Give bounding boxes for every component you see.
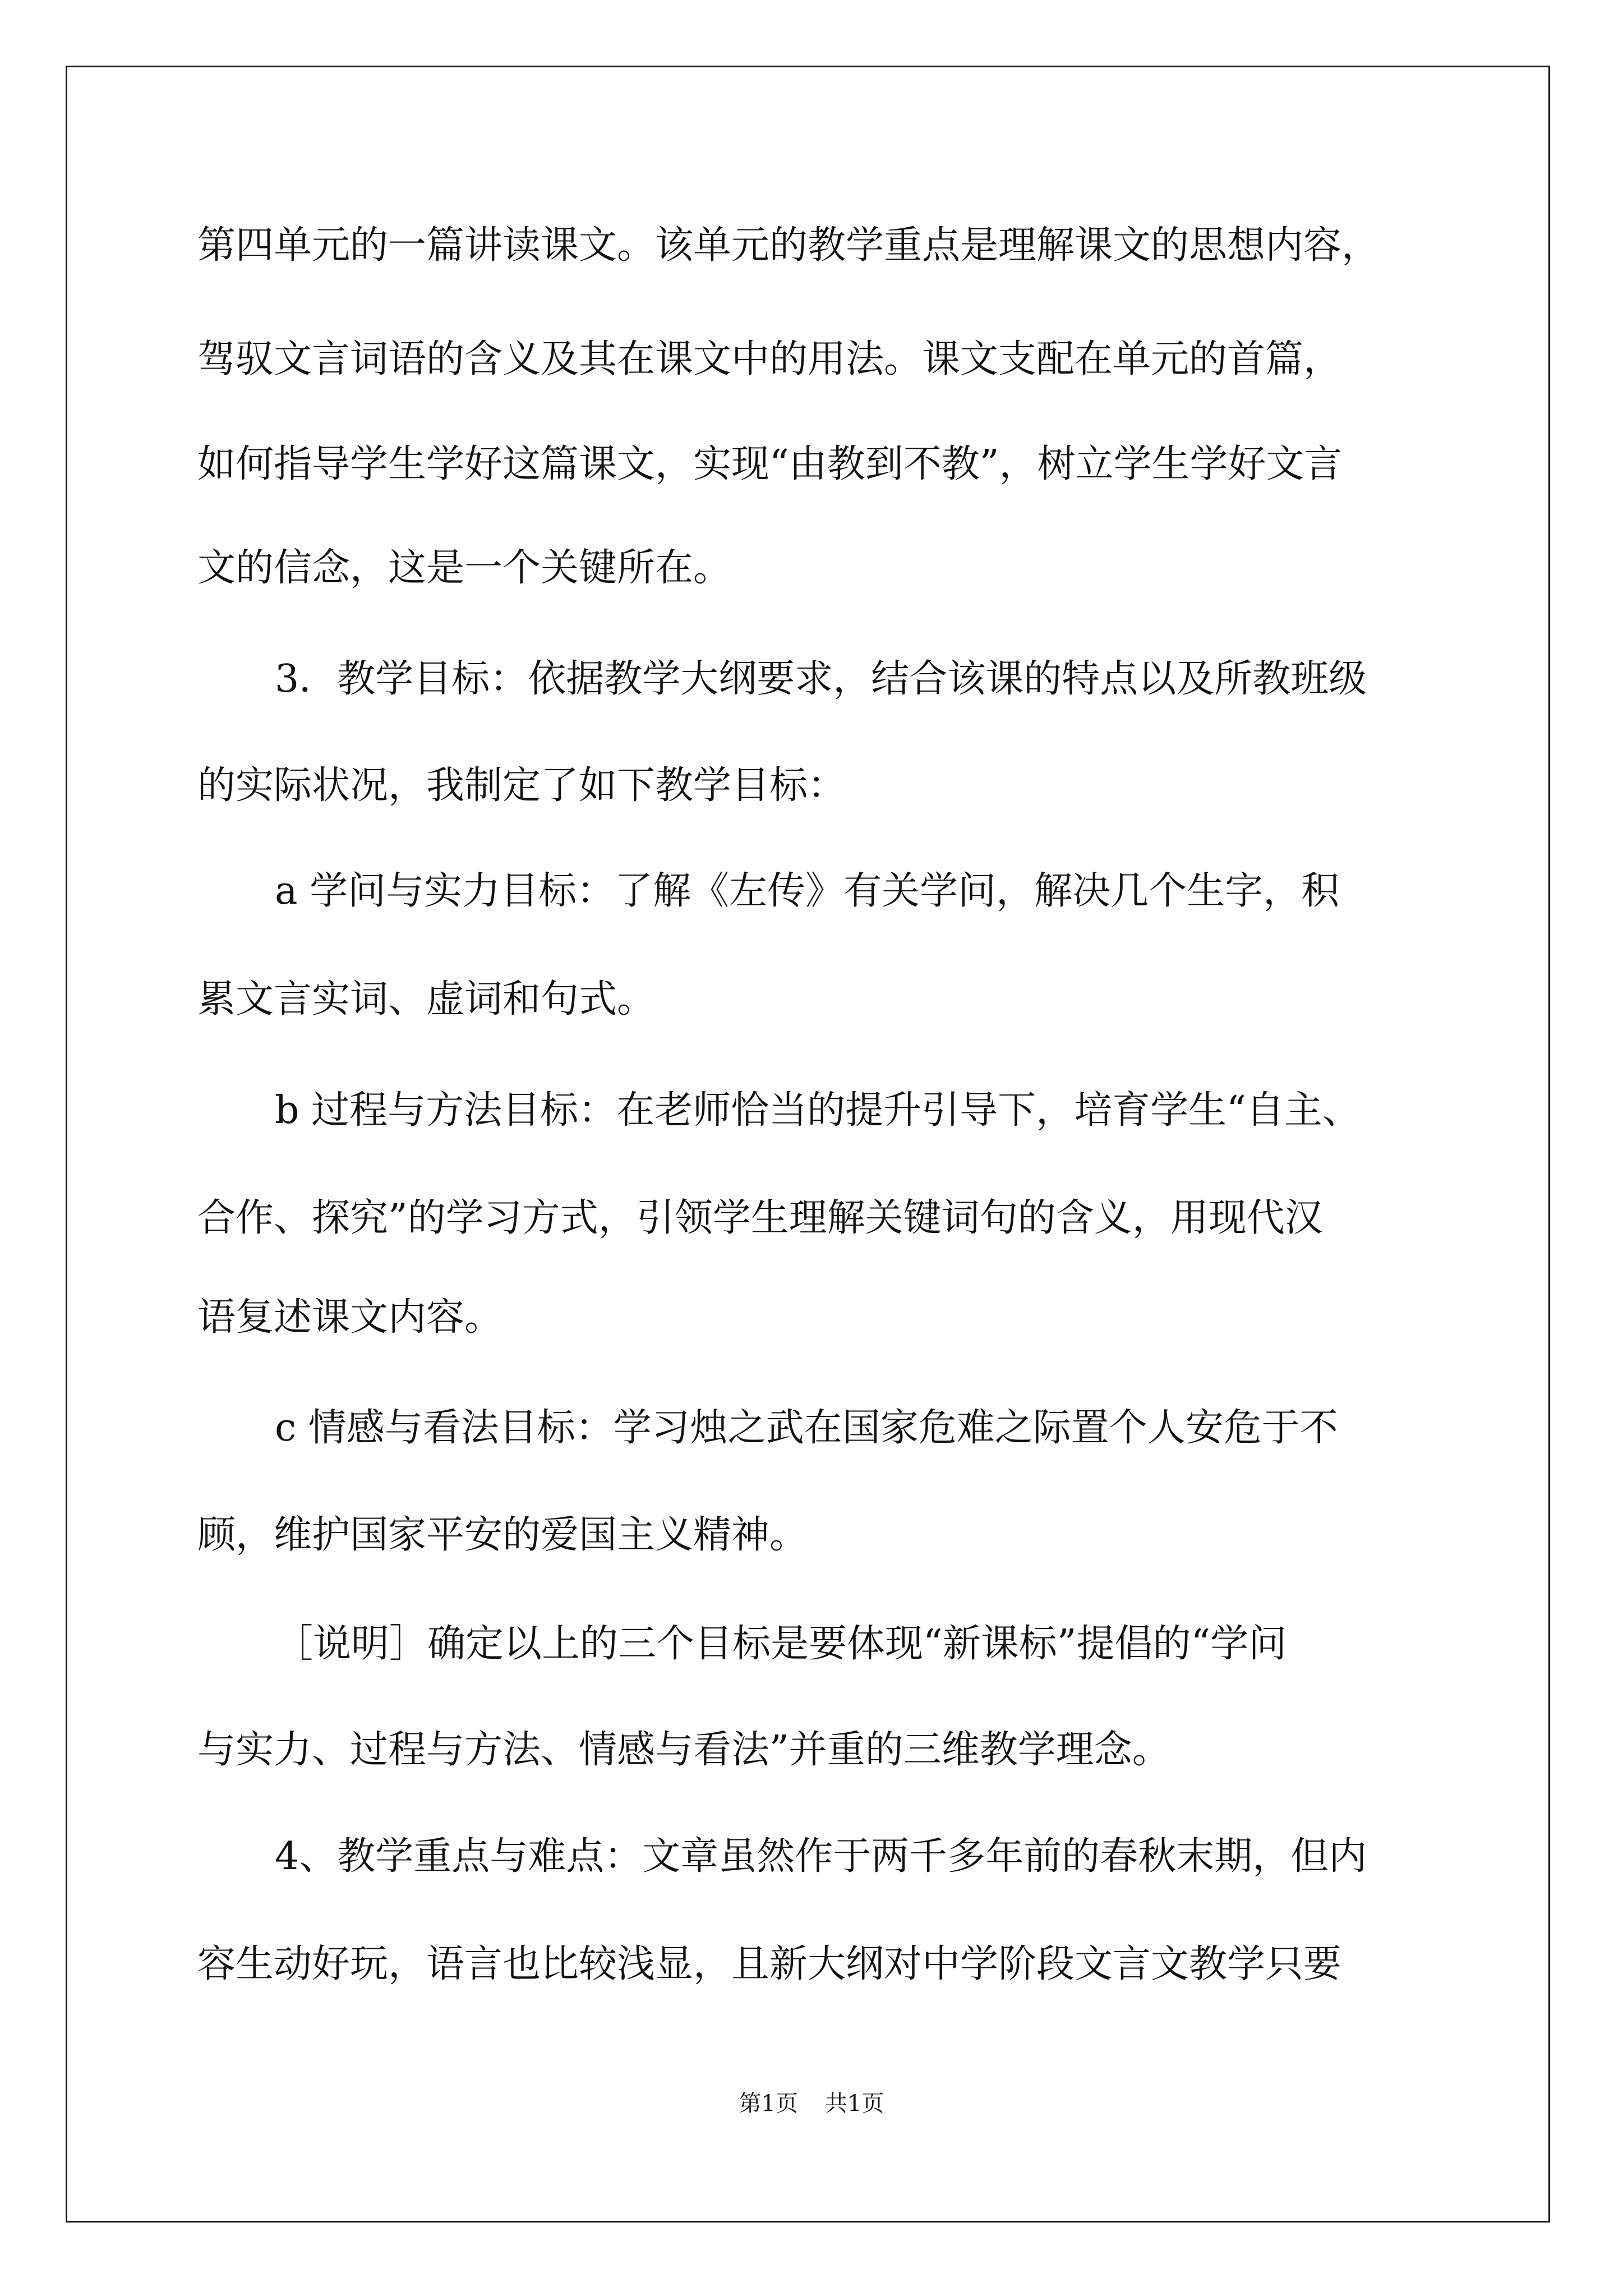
text-line: 文的信念，这是一个关键所在。 — [197, 546, 732, 590]
page-total: 共1页 — [825, 2091, 884, 2116]
text-line: ［说明］确定以上的三个目标是要体现“新课标”提倡的“学问 — [275, 1622, 1287, 1666]
text-line: 的实际状况，我制定了如下教学目标： — [197, 763, 846, 808]
text-line: 第四单元的一篇讲读课文。该单元的教学重点是理解课文的思想内容， — [197, 223, 1380, 268]
text-line: 4、教学重点与难点：文章虽然作于两千多年前的春秋末期，但内 — [275, 1834, 1367, 1879]
text-line: c 情感与看法目标：学习烛之武在国家危难之际置个人安危于不 — [275, 1406, 1338, 1450]
text-line: 顾，维护国家平安的爱国主义精神。 — [197, 1513, 808, 1557]
text-line: 容生动好玩，语言也比较浅显，且新大纲对中学阶段文言文教学只要 — [197, 1942, 1342, 1986]
text-line: 语复述课文内容。 — [197, 1295, 503, 1340]
text-line: 驾驭文言词语的含义及其在课文中的用法。课文支配在单元的首篇， — [197, 337, 1342, 381]
text-line: 累文言实词、虚词和句式。 — [197, 977, 656, 1022]
text-line: b 过程与方法目标：在老师恰当的提升引导下，培育学生“自主、 — [275, 1088, 1361, 1133]
page-border — [66, 66, 1550, 2223]
text-line: 如何指导学生学好这篇课文，实现“由教到不教”，树立学生学好文言 — [197, 442, 1343, 486]
text-line: 合作、探究”的学习方式，引领学生理解关键词句的含义，用现代汉 — [197, 1196, 1323, 1240]
text-line: a 学问与实力目标：了解《左传》有关学问，解决几个生字，积 — [275, 869, 1340, 913]
page-footer — [0, 2086, 1623, 2118]
text-line: 3．教学目标：依据教学大纲要求，结合该课的特点以及所教班级 — [275, 657, 1367, 701]
text-line: 与实力、过程与方法、情感与看法”并重的三维教学理念。 — [197, 1728, 1170, 1772]
page-number: 第1页 — [739, 2091, 798, 2116]
